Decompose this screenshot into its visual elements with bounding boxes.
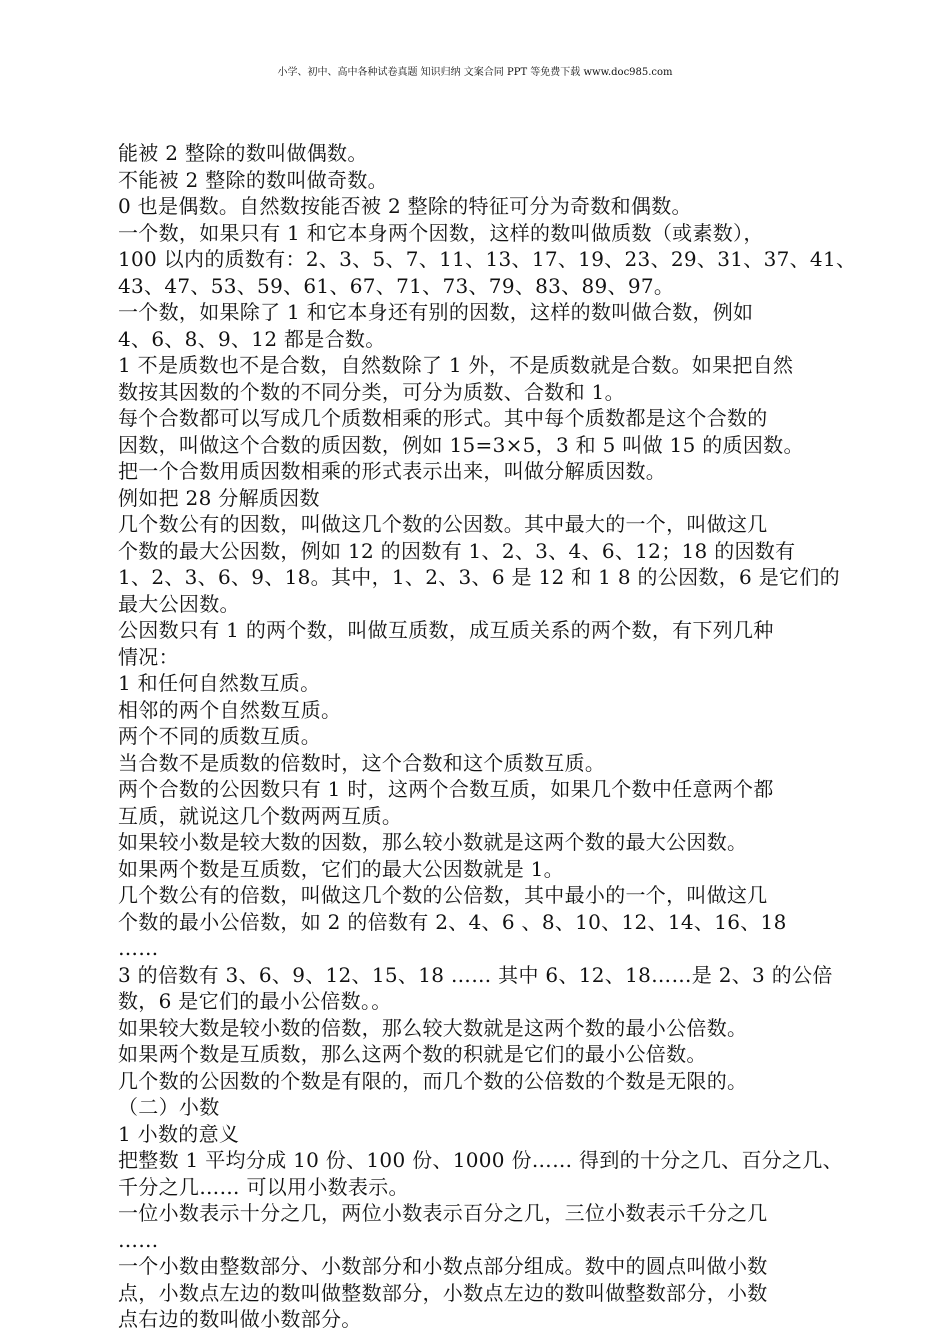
text-line: 情况： xyxy=(118,644,179,669)
text-line: 个数的最大公因数，例如 12 的因数有 1、2、3、4、6、12；18 的因数有 xyxy=(118,538,796,563)
text-line: 一个数，如果除了 1 和它本身还有别的因数，这样的数叫做合数，例如 xyxy=(118,300,754,324)
text-line: 100 以内的质数有：2、3、5、7、11、13、17、19、23、29、31、37、41、 xyxy=(118,247,857,271)
text-line: 不能被 2 整除的数叫做奇数。 xyxy=(118,167,388,192)
text-line: 一位小数表示十分之几，两位小数表示百分之几，三位小数表示千分之几 xyxy=(118,1201,768,1225)
text-line: 能被 2 整除的数叫做偶数。 xyxy=(118,141,368,165)
text-line: 数按其因数的个数的不同分类，可分为质数、合数和 1。 xyxy=(118,379,625,404)
text-line: …… xyxy=(118,1227,159,1252)
text-line: 例如把 28 分解质因数 xyxy=(118,485,320,510)
text-line: 几个数公有的倍数，叫做这几个数的公倍数，其中最小的一个，叫做这几 xyxy=(118,883,768,907)
text-line: …… xyxy=(118,936,159,960)
text-line: 1 不是质数也不是合数，自然数除了 1 外，不是质数就是合数。如果把自然 xyxy=(118,353,794,377)
text-line: 0 也是偶数。自然数按能否被 2 整除的特征可分为奇数和偶数。 xyxy=(118,194,692,218)
text-line: 公因数只有 1 的两个数，叫做互质数，成互质关系的两个数，有下列几种 xyxy=(118,618,774,642)
text-line: 把整数 1 平均分成 10 份、100 份、1000 份…… 得到的十分之几、百分之几、 xyxy=(118,1148,843,1172)
text-line: 因数，叫做这个合数的质因数，例如 15=3×5，3 和 5 叫做 15 的质因数。 xyxy=(118,432,804,457)
text-line: 3 的倍数有 3、6、9、12、15、18 …… 其中 6、12、18……是 2、3 的公倍 xyxy=(118,962,833,987)
text-line: 几个数的公因数的个数是有限的，而几个数的公倍数的个数是无限的。 xyxy=(118,1068,748,1093)
text-line: 43、47、53、59、61、67、71、73、79、83、89、97。 xyxy=(118,273,675,298)
text-line: 1 和任何自然数互质。 xyxy=(118,671,321,695)
text-line: 4、6、8、9、12 都是合数。 xyxy=(118,326,386,351)
text-line: 点，小数点左边的数叫做整数部分，小数点左边的数叫做整数部分，小数 xyxy=(118,1280,768,1305)
text-line: 两个合数的公因数只有 1 时，这两个合数互质，如果几个数中任意两个都 xyxy=(118,777,774,801)
text-line: 一个数，如果只有 1 和它本身两个因数，这样的数叫做质数（或素数）， xyxy=(118,220,764,245)
text-line: 如果两个数是互质数，那么这两个数的积就是它们的最小公倍数。 xyxy=(118,1042,707,1066)
subsection-heading: 1 小数的意义 xyxy=(118,1121,240,1146)
text-line: 最大公因数。 xyxy=(118,591,240,616)
text-line: 如果两个数是互质数，它们的最大公因数就是 1。 xyxy=(118,856,564,881)
section-heading: （二）小数 xyxy=(118,1095,220,1119)
text-line: 当合数不是质数的倍数时，这个合数和这个质数互质。 xyxy=(118,750,606,775)
text-line: 个数的最小公倍数，如 2 的倍数有 2、4、6 、8、10、12、14、16、18 xyxy=(118,909,787,934)
document-body xyxy=(118,140,878,1333)
text-line: 把一个合数用质因数相乘的形式表示出来，叫做分解质因数。 xyxy=(118,459,667,483)
text-line: 两个不同的质数互质。 xyxy=(118,724,321,748)
text-line: 几个数公有的因数，叫做这几个数的公因数。其中最大的一个，叫做这几 xyxy=(118,512,768,536)
text-line: 千分之几…… 可以用小数表示。 xyxy=(118,1174,409,1199)
text-line: 一个小数由整数部分、小数部分和小数点部分组成。数中的圆点叫做小数 xyxy=(118,1254,768,1278)
page-header: 小学、初中、高中各种试卷真题 知识归纳 文案合同 PPT 等免费下载 www.doc985.com xyxy=(277,67,673,78)
text-line: 互质，就说这几个数两两互质。 xyxy=(118,803,403,828)
text-line: 每个合数都可以写成几个质数相乘的形式。其中每个质数都是这个合数的 xyxy=(118,406,768,430)
text-line: 如果较大数是较小数的倍数，那么较大数就是这两个数的最小公倍数。 xyxy=(118,1015,748,1040)
text-line: 相邻的两个自然数互质。 xyxy=(118,697,342,722)
text-line: 点右边的数叫做小数部分。 xyxy=(118,1307,362,1331)
text-line: 数，6 是它们的最小公倍数。。 xyxy=(118,989,392,1013)
text-line: 如果较小数是较大数的因数，那么较小数就是这两个数的最大公因数。 xyxy=(118,830,748,854)
text-line: 1、2、3、6、9、18。其中，1、2、3、6 是 12 和 1 8 的公因数，6 是它们的 xyxy=(118,565,840,589)
